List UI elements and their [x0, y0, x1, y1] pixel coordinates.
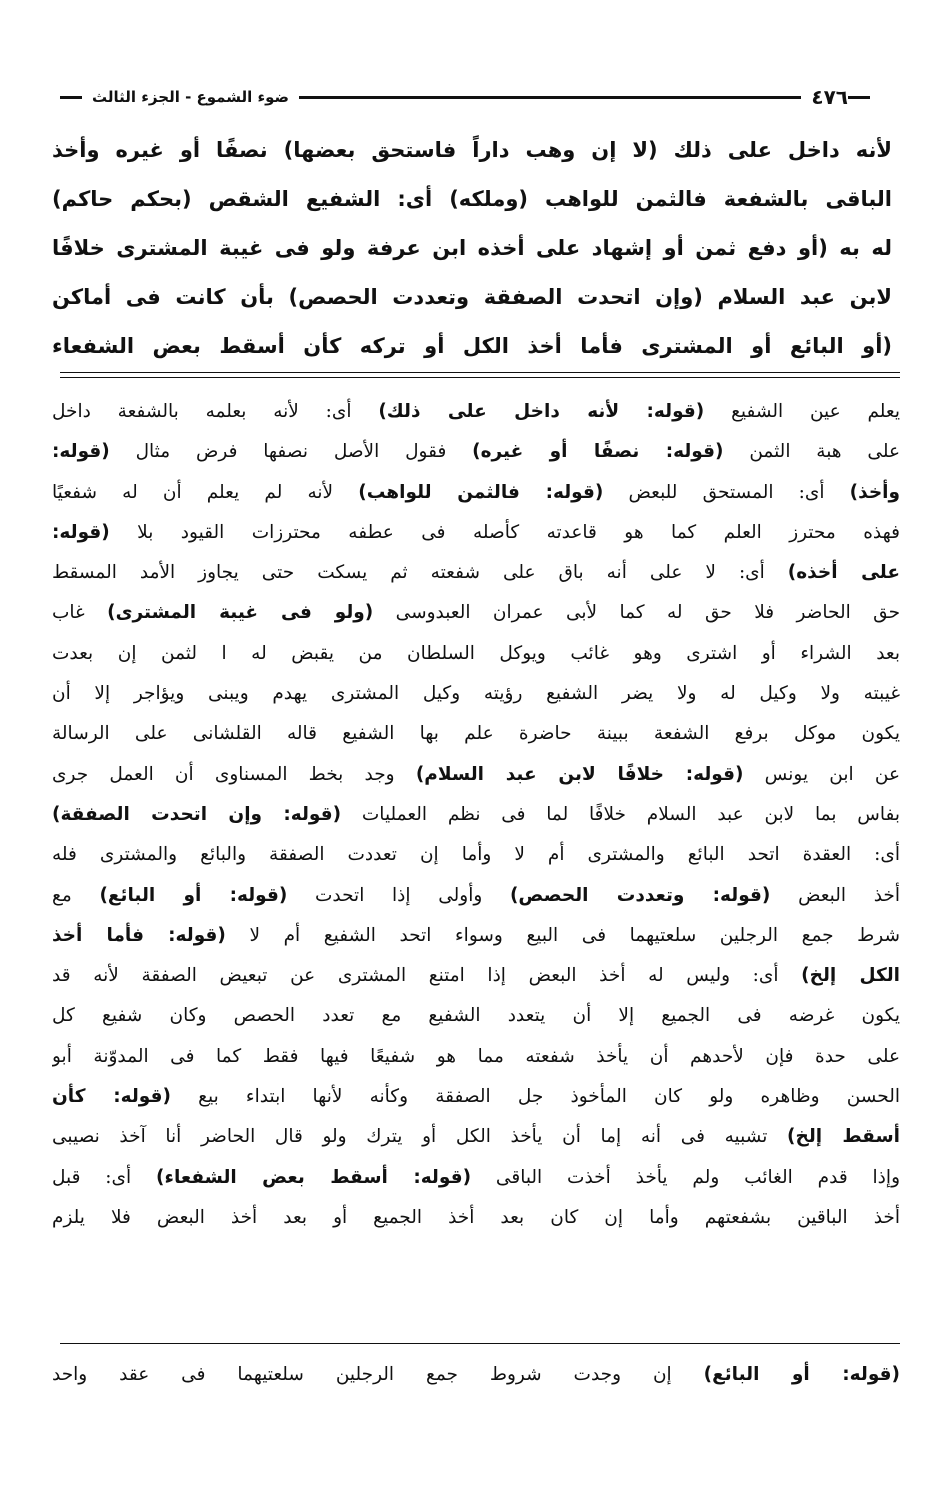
footnote-line: [52, 1354, 900, 1396]
commentary-bold-segment: وأخذ): [849, 481, 900, 503]
commentary-line: [52, 835, 900, 875]
commentary-segment: على حدة فإن لأحدهم أن يأخذ شفعته مما هو شفيعًا فيها فقط كما فى المدوّنة أبو: [52, 1045, 900, 1067]
commentary-line: [52, 634, 900, 674]
commentary-segment: شرط جمع الرجلين سلعتيهما فى البيع وسواء اتحد الشفيع أم لا: [225, 924, 900, 946]
footnote: [52, 1354, 900, 1396]
matn-line: (أو البائع أو المشترى فأما أخذ الكل أو تركه كأن أسقط بعض الشفعاء: [52, 334, 892, 358]
commentary-segment: فهذه محترز العلم كما هو قاعدته كأصله فى عطفه محترزات القيود بلا: [109, 521, 900, 543]
commentary-bold-segment: (قوله: فالثمن للواهب): [358, 481, 604, 503]
commentary-segment: أى: العقدة اتحد البائع والمشترى أم لا وأما إن تعددت الصفقة والبائع والمشترى فله: [52, 844, 900, 866]
commentary-segment: الحسن وظاهره ولو كان المأخوذ جل الصفقة وكأنه لأنها ابتداء بيع: [170, 1086, 900, 1108]
commentary-segment: أى: المستحق للبعض: [603, 481, 850, 503]
commentary-bold-segment: على أخذه): [787, 562, 900, 584]
commentary-line: [52, 513, 900, 553]
commentary-bold-segment: (قوله: وإن اتحدت الصفقة): [52, 803, 342, 825]
commentary-line: [52, 996, 900, 1036]
commentary-segment: أخذ البعض: [770, 884, 900, 906]
commentary-bold-segment: أسقط إلخ): [787, 1126, 900, 1148]
commentary-line: [52, 674, 900, 714]
commentary-line: [52, 1037, 900, 1077]
main-text: [52, 126, 892, 371]
matn-line: له به (أو دفع ثمن أو إشهاد على أخذه ابن عرفة ولو فى غيبة المشترى خلافًا: [52, 236, 892, 260]
footnote-text: إن وجدت شروط جمع الرجلين سلعتيهما فى عقد واحد: [52, 1364, 704, 1385]
commentary-segment: حق الحاضر فلا حق له كما لأبى عمران العبدوسى: [373, 602, 900, 624]
commentary-segment: وأولى إذا اتحدت: [287, 884, 510, 906]
commentary-line: [52, 956, 900, 996]
header-rule: [299, 96, 801, 99]
commentary-line: [52, 876, 900, 916]
matn-line: لأنه داخل على ذلك (لا إن وهب داراً فاستحق بعضها) نصفًا أو غيره وأخذ: [52, 138, 892, 162]
running-title: ضوء الشموع - الجزء الثالث: [92, 88, 290, 106]
footnote-divider: [60, 1343, 900, 1344]
commentary-text: [52, 392, 900, 1238]
commentary-bold-segment: (قوله: لأنه داخل على ذلك): [378, 401, 705, 422]
commentary-segment: غاب: [52, 602, 108, 624]
commentary-segment: وإذا قدم الغائب ولم يأخذ أخذت الباقى: [471, 1166, 900, 1188]
commentary-line: [52, 553, 900, 593]
commentary-bold-segment: (قوله: نصفًا أو غيره): [472, 441, 724, 463]
page-header: [60, 82, 870, 112]
commentary-segment: يكون غرضه فى الجميع إلا أن يتعدد الشفيع مع تعدد الحصص وكان شفيع كل: [52, 1005, 900, 1027]
commentary-segment: أخذ الباقين بشفعتهم وأما إن كان بعد أخذ الجميع أو بعد أخذ البعض فلا يلزم: [52, 1206, 900, 1228]
commentary-line: [52, 1158, 900, 1198]
commentary-bold-segment: (قوله:: [52, 521, 110, 543]
commentary-bold-segment: (قوله: وتعددت الحصص): [509, 884, 771, 906]
commentary-line: [52, 795, 900, 835]
double-divider: [60, 372, 900, 378]
commentary-segment: وجد بخط المسناوى أن العمل جرى: [52, 763, 416, 785]
commentary-bold-segment: (قوله: أو البائع): [99, 884, 288, 906]
commentary-segment: يكون موكل برفع الشفعة ببينة حاضرة علم بها الشفيع قاله القلشانى على الرسالة: [52, 723, 900, 745]
commentary-bold-segment: (ولو فى غيبة المشترى): [107, 602, 374, 624]
page-number: ٤٧٦: [811, 85, 848, 109]
commentary-segment: أى: لا على أنه باق على شفعته ثم يسكت حتى يجاوز الأمد المسقط: [52, 562, 788, 584]
commentary-line: [52, 1117, 900, 1157]
commentary-segment: بعد الشراء أو اشترى وهو غائب ويوكل السلطان من يقبض له ا لثمن إن بعدت: [52, 642, 900, 664]
footnote-bold: (قوله: أو البائع): [703, 1364, 900, 1385]
commentary-line: [52, 392, 900, 432]
commentary-segment: غيبته ولا وكيل له ولا يضر الشفيع رؤيته وكيل المشترى يهدم ويبنى ويؤاجر إلا أن: [52, 683, 900, 705]
commentary-segment: لأنه لم يعلم أن له شفعيًا: [52, 481, 359, 503]
commentary-line: [52, 473, 900, 513]
commentary-bold-segment: (قوله: فأما أخذ: [52, 924, 226, 946]
commentary-bold-segment: (قوله: خلافًا لابن عبد السلام): [415, 763, 744, 785]
commentary-segment: يعلم عين الشفيع: [704, 401, 900, 422]
commentary-segment: مع: [52, 884, 100, 906]
commentary-bold-segment: (قوله:: [52, 441, 110, 463]
commentary-line: [52, 714, 900, 754]
commentary-segment: فقول الأصل نصفها فرض مثال: [109, 441, 473, 463]
commentary-segment: على هبة الثمن: [723, 441, 900, 463]
commentary-line: [52, 593, 900, 633]
commentary-segment: أى: لأنه بعلمه بالشفعة داخل: [52, 401, 379, 422]
commentary-line: [52, 1077, 900, 1117]
commentary-line: [52, 916, 900, 956]
commentary-bold-segment: (قوله: أسقط بعض الشفعاء): [156, 1166, 472, 1188]
commentary-line: [52, 432, 900, 472]
commentary-line: [52, 755, 900, 795]
matn-line: الباقى بالشفعة فالثمن للواهب (وملكه) أى: الشفيع الشقص (بحكم حاكم): [52, 187, 892, 211]
matn-line: لابن عبد السلام (وإن اتحدت الصفقة وتعددت الحصص) بأن كانت فى أماكن: [52, 285, 892, 309]
commentary-segment: أى: قبل: [52, 1166, 157, 1188]
commentary-segment: بفاس بما لابن عبد السلام خلافًا لما فى نظم العمليات: [341, 803, 900, 825]
header-dash-start: [848, 96, 870, 99]
header-dash-end: [60, 96, 82, 99]
commentary-bold-segment: الكل إلخ): [801, 965, 900, 987]
commentary-segment: تشبيه فى أنه إما أن يأخذ الكل أو يترك ولو قال الحاضر أنا آخذ نصيبى: [52, 1126, 788, 1148]
commentary-bold-segment: (قوله: كأن: [52, 1086, 171, 1108]
commentary-segment: عن ابن يونس: [743, 763, 900, 785]
commentary-line: [52, 1198, 900, 1238]
commentary-segment: أى: وليس له أخذ البعض إذا امتنع المشترى عن تبعيض الصفقة لأنه قد: [52, 965, 802, 987]
